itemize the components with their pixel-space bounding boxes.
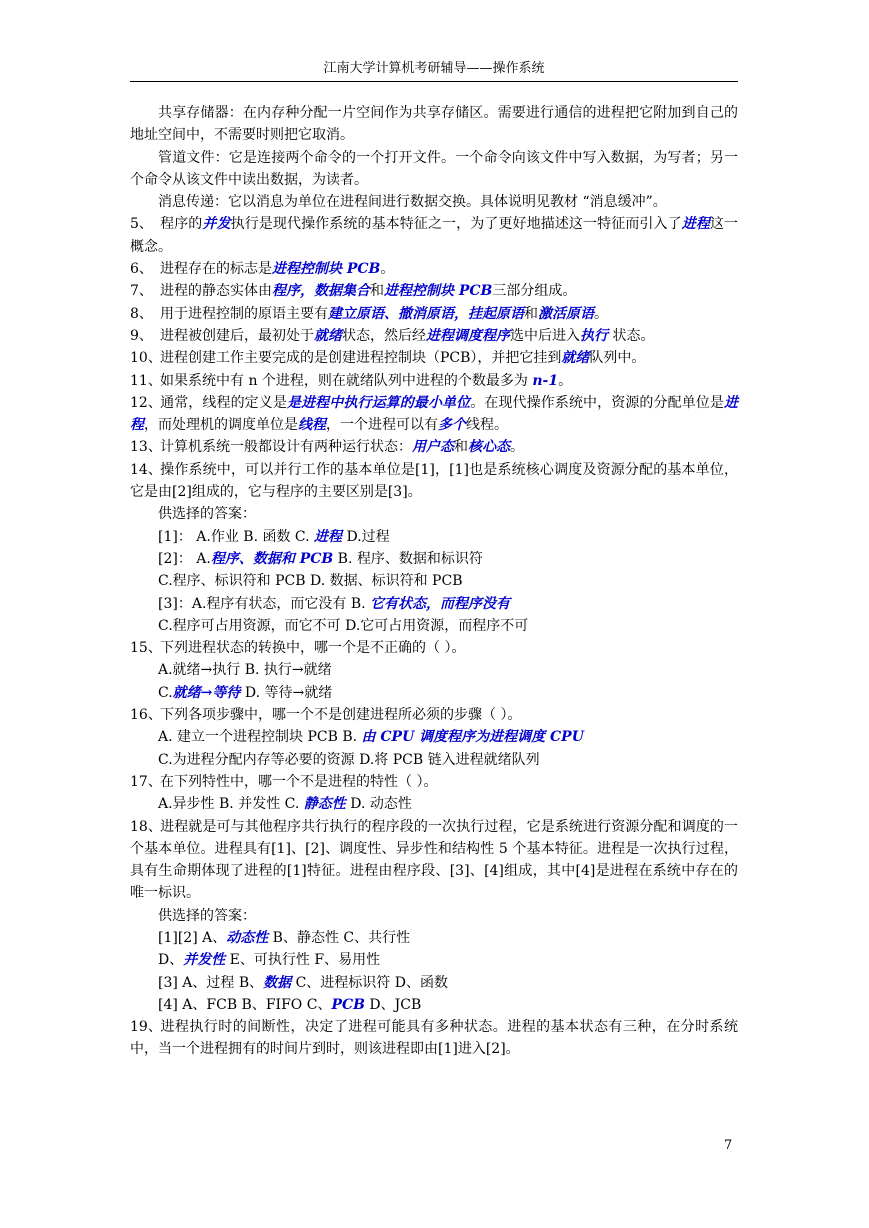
question-16: 16、下列各项步骤中，哪一个不是创建进程所必须的步骤（ ）。 — [130, 707, 522, 724]
question-15: 15、下列进程状态的转换中，哪一个是不正确的（ ）。 — [130, 640, 466, 657]
question-17: 17、在下列特性中，哪一个不是进程的特性（ ）。 — [130, 773, 438, 790]
answer: 进程 — [314, 528, 343, 545]
answer: 是进程中执行运算的最小单位 — [286, 394, 471, 411]
answer: 它有状态，而程序没有 — [370, 595, 511, 612]
page-header: 江南大学计算机考研辅导——操作系统 — [323, 61, 545, 76]
choice-line: [1][2] A、动态性 B、静态性 C、共行性 — [158, 929, 411, 946]
choice-line: A.异步性 B. 并发性 C. 静态性 D. 动态性 — [158, 796, 412, 813]
question-5: 5、 程序的并发执行是现代操作系统的基本特征之一，为了更好地描述这一特征而引入了进程这一概念。 — [130, 216, 739, 255]
question-9: 9、 进程被创建后，最初处于就绪状态，然后经进程调度程序选中后进入执行 状态。 — [130, 327, 655, 344]
answer: 数据 — [263, 974, 292, 991]
question-10: 10、进程创建工作主要完成的是创建进程控制块（PCB），并把它挂到就绪队列中。 — [130, 350, 646, 367]
answer: 核心态 — [468, 439, 510, 456]
answer: 建立原语、撤消原语，挂起原语 — [328, 305, 524, 322]
page-number: 7 — [724, 1138, 733, 1153]
paragraph-pipe-file: 管道文件：它是连接两个命令的一个打开文件。一个命令向该文件中写入数据，为写者；另一个命令从该文件中读出数据，为读者。 — [130, 149, 738, 188]
choice-line: [3] A、过程 B、数据 C、进程标识符 D、函数 — [158, 974, 448, 991]
question-19: 19、进程执行时的间断性，决定了进程可能具有多种状态。进程的基本状态有三种，在分时系统中，当一个进程拥有的时间片到时，则该进程即由[1]进入[2]。 — [130, 1019, 738, 1058]
question-6: 6、 进程存在的标志是进程控制块 PCB。 — [130, 261, 395, 278]
answer: 程序，数据集合 — [272, 283, 370, 300]
question-8: 8、 用于进程控制的原语主要有建立原语、撤消原语，挂起原语和激活原语。 — [130, 305, 608, 322]
answer: 静态性 — [303, 796, 346, 813]
question-14: 14、操作系统中，可以并行工作的基本单位是[1]，[1]也是系统核心调度及资源分配的基本单位，它是由[2]组成的，它与程序的主要区别是[3]。 — [130, 461, 738, 501]
answer: 用户态 — [412, 439, 454, 456]
answer: 就绪→等待 — [172, 684, 241, 701]
answer: 由 CPU 调度程序为进程调度 CPU — [361, 729, 584, 746]
choice-line: C.就绪→等待 D. 等待→就绪 — [158, 684, 333, 701]
answer: 并发 — [202, 216, 231, 233]
paragraph-shared-memory: 共享存储器：在内存种分配一片空间作为共享存储区。需要进行通信的进程把它附加到自己的地址空间中，不需要时则把它取消。 — [130, 105, 738, 144]
answer: 动态性 — [226, 929, 269, 946]
answer: 执行 — [580, 327, 608, 344]
choice-line: D、并发性 E、可执行性 F、易用性 — [158, 952, 381, 969]
choice-line: [3]：A.程序有状态，而它没有 B. 它有状态，而程序没有 — [158, 595, 511, 612]
choice-line: C.为进程分配内存等必要的资源 D.将 PCB 链入进程就绪队列 — [158, 751, 540, 768]
answer: 就绪 — [561, 350, 590, 367]
answer: n-1 — [532, 372, 559, 389]
answer: 进程调度程序 — [426, 327, 510, 344]
answer: 线程 — [298, 417, 326, 434]
answer: 并发性 — [183, 952, 226, 969]
answer: 程序、数据和 PCB — [210, 550, 334, 567]
question-7: 7、 进程的静态实体由程序，数据集合和进程控制块 PCB三部分组成。 — [130, 283, 577, 300]
question-18: 18、进程就是可与其他程序共行执行的程序段的一次执行过程，它是系统进行资源分配和调度的一个基本单位。进程具有[1]、[2]、调度性、异步性和结构性 5 个基本特征。进程是一次执行过程，具有生命期体现了进程的[1]特征。进程由程序段、[3]、[4]组成，其中[4]是进程在系统中存在的唯一标识。 — [130, 818, 738, 902]
header-rule — [130, 81, 738, 82]
choices-title: 供选择的答案： — [158, 506, 256, 523]
answer: 进程控制块 PCB — [384, 283, 493, 300]
choice-line: [4] A、FCB B、FIFO C、PCB D、JCB — [158, 996, 422, 1013]
answer: PCB — [331, 996, 365, 1013]
choice-line: C.程序、标识符和 PCB D. 数据、标识符和 PCB — [158, 573, 463, 590]
answer: 进程 — [681, 216, 710, 233]
choice-line: A. 建立一个进程控制块 PCB B. 由 CPU 调度程序为进程调度 CPU — [158, 729, 584, 746]
question-11: 11、如果系统中有 n 个进程，则在就绪队列中进程的个数最多为 n-1。 — [130, 372, 573, 389]
choice-line: [2]： A.程序、数据和 PCB B. 程序、数据和标识符 — [158, 550, 483, 567]
choice-line: A.就绪→执行 B. 执行→就绪 — [158, 662, 332, 679]
question-12: 12、通常，线程的定义是是进程中执行运算的最小单位。在现代操作系统中，资源的分配单位是进程，而处理机的调度单位是线程，一个进程可以有多个线程。 — [130, 394, 739, 434]
answer: 激活原语 — [538, 305, 594, 322]
document-body — [130, 102, 738, 1061]
answer: 进程控制块 PCB — [272, 261, 381, 278]
paragraph-message-passing: 消息传递：它以消息为单位在进程间进行数据交换。具体说明见教材 “消息缓冲”。 — [158, 194, 667, 211]
answer: 进程 — [130, 394, 739, 434]
answer: 多个 — [438, 417, 466, 434]
choice-line: C.程序可占用资源，而它不可 D.它可占用资源，而程序不可 — [158, 617, 529, 634]
answer: 就绪 — [314, 327, 342, 344]
question-13: 13、计算机系统一般都设计有两种运行状态：用户态和核心态。 — [130, 439, 524, 456]
choices-title: 供选择的答案： — [158, 907, 256, 924]
choice-line: [1]： A.作业 B. 函数 C. 进程 D.过程 — [158, 528, 390, 545]
